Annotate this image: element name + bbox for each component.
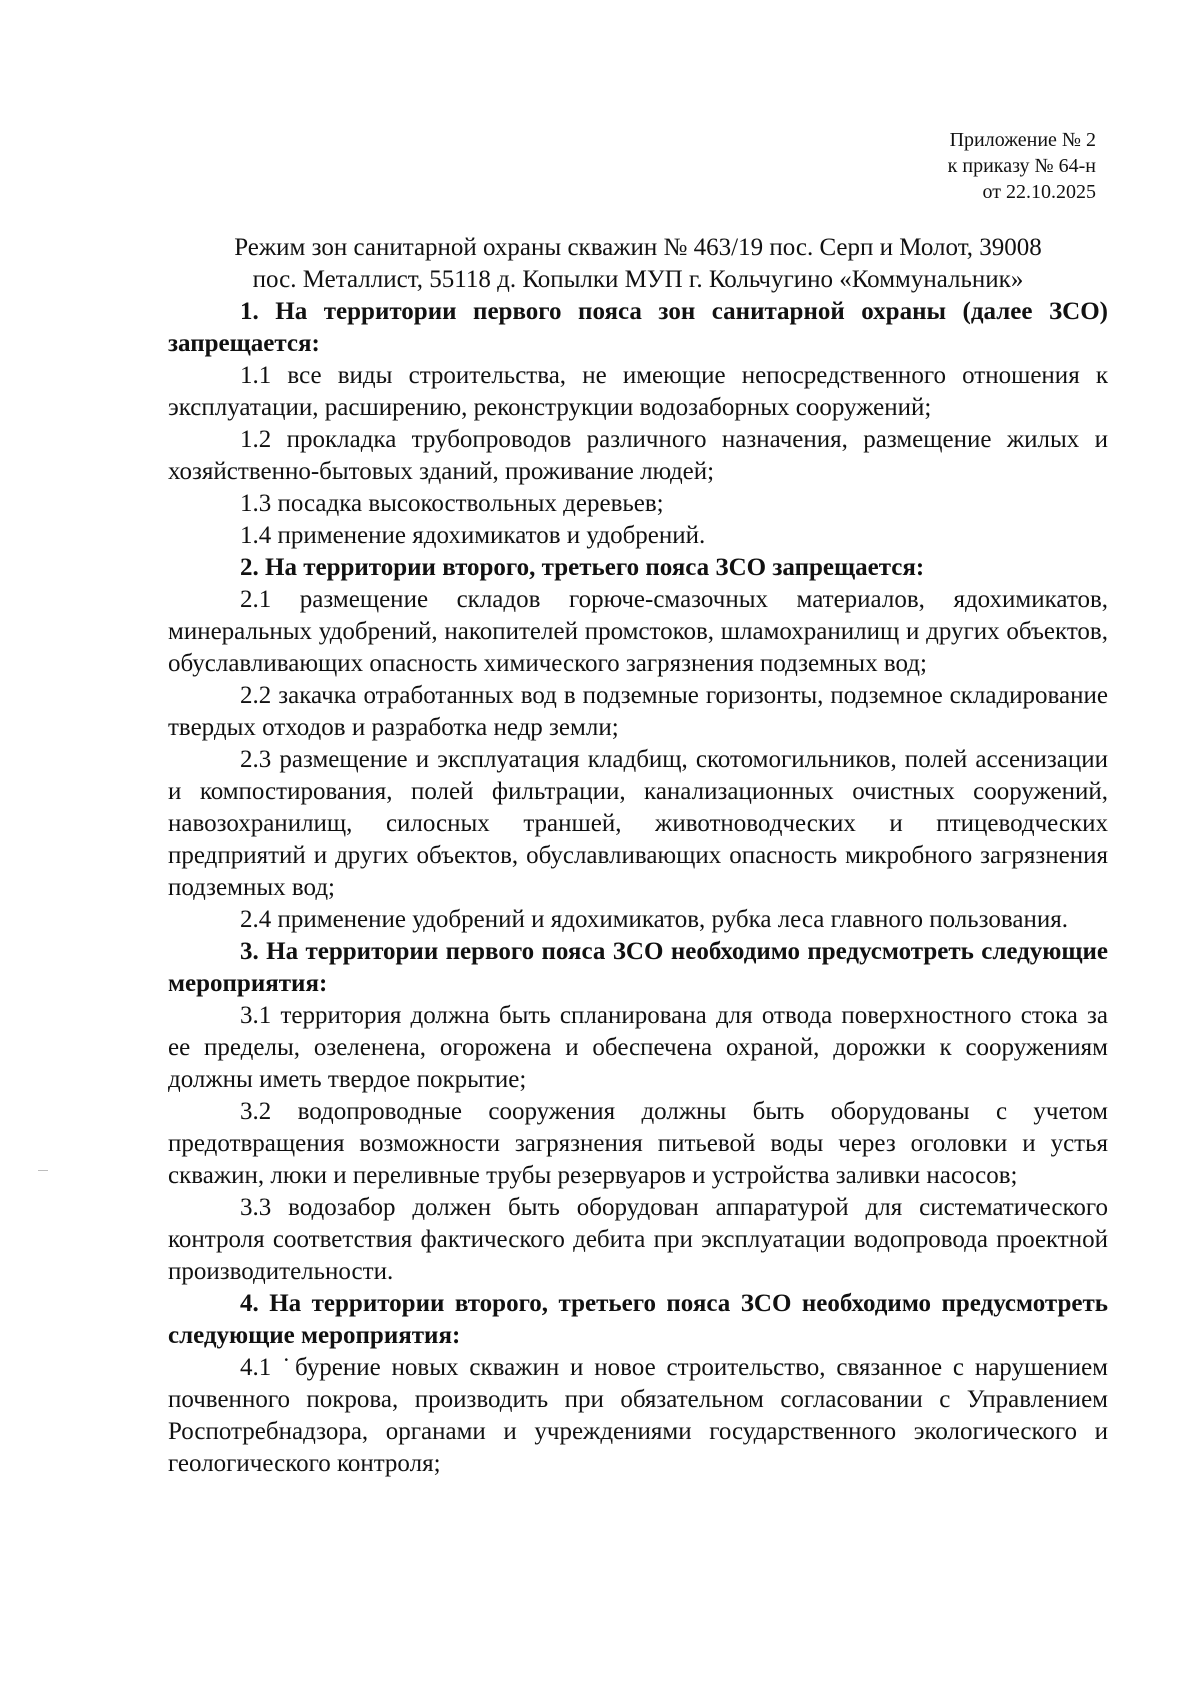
section-item: 1.2 прокладка трубопроводов различного назначения, размещение жилых и хозяйственно-бытовых зданий, проживание людей; bbox=[168, 426, 1108, 485]
section-item: 4.1 ˙бурение новых скважин и новое строительство, связанное с нарушением почвенного покрова, производить при обязательном согласовании с Управлением Роспотребнадзора, органами и учреждениями государственного экологического и геологического контроля; bbox=[168, 1354, 1108, 1477]
section-item: 2.2 закачка отработанных вод в подземные горизонты, подземное складирование твердых отходов и разработка недр земли; bbox=[168, 682, 1108, 741]
section-item: 1.1 все виды строительства, не имеющие непосредственного отношения к эксплуатации, расширению, реконструкции водозаборных сооружений; bbox=[168, 362, 1108, 421]
section-heading: 3. На территории первого пояса ЗСО необходимо предусмотреть следующие мероприятия: bbox=[168, 938, 1108, 997]
section-item: 2.3 размещение и эксплуатация кладбищ, скотомогильников, полей ассенизации и компостирования, полей фильтрации, канализационных очистных сооружений, навозохранилищ, силосных траншей, животноводческих и птицеводческих предприятий и других объектов, обуславливающих опасность микробного загрязнения подземных вод; bbox=[168, 746, 1108, 901]
section-heading: 1. На территории первого пояса зон санитарной охраны (далее ЗСО) запрещается: bbox=[168, 298, 1108, 357]
document-title-line: Режим зон санитарной охраны скважин № 463/19 пос. Серп и Молот, 39008 bbox=[234, 234, 1042, 261]
attachment-note bbox=[948, 127, 1096, 205]
section-item: 1.3 посадка высокоствольных деревьев; bbox=[240, 490, 664, 517]
document-title-line: пос. Металлист, 55118 д. Копылки МУП г. Кольчугино «Коммунальник» bbox=[252, 266, 1024, 293]
section-heading: 4. На территории второго, третьего пояса ЗСО необходимо предусмотреть следующие мероприятия: bbox=[168, 1290, 1108, 1349]
section-item: 1.4 применение ядохимикатов и удобрений. bbox=[240, 522, 706, 549]
document-title bbox=[158, 232, 1118, 296]
section-item: 2.1 размещение складов горюче-смазочных материалов, ядохимикатов, минеральных удобрений, накопителей промстоков, шламохранилищ и других объектов, обуславливающих опасность химического загрязнения подземных вод; bbox=[168, 586, 1108, 677]
section-item: 3.1 территория должна быть спланирована для отвода поверхностного стока за ее пределы, озеленена, огорожена и обеспечена охраной, дорожки к сооружениям должны иметь твердое покрытие; bbox=[168, 1002, 1108, 1093]
section-heading: 2. На территории второго, третьего пояса ЗСО запрещается: bbox=[240, 554, 925, 581]
section-item: 3.2 водопроводные сооружения должны быть оборудованы с учетом предотвращения возможности загрязнения питьевой воды через оголовки и устья скважин, люки и переливные трубы резервуаров и устройства заливки насосов; bbox=[168, 1098, 1108, 1189]
section-item: 3.3 водозабор должен быть оборудован аппаратурой для систематического контроля соответствия фактического дебита при эксплуатации водопровода проектной производительности. bbox=[168, 1194, 1108, 1285]
attachment-order: к приказу № 64-н bbox=[947, 155, 1096, 177]
attachment-number: Приложение № 2 bbox=[949, 129, 1096, 151]
scan-artifact bbox=[38, 1170, 48, 1171]
attachment-date: от 22.10.2025 bbox=[982, 181, 1096, 203]
document-body bbox=[168, 232, 1108, 1480]
section-item: 2.4 применение удобрений и ядохимикатов, рубка леса главного пользования. bbox=[240, 906, 1068, 933]
